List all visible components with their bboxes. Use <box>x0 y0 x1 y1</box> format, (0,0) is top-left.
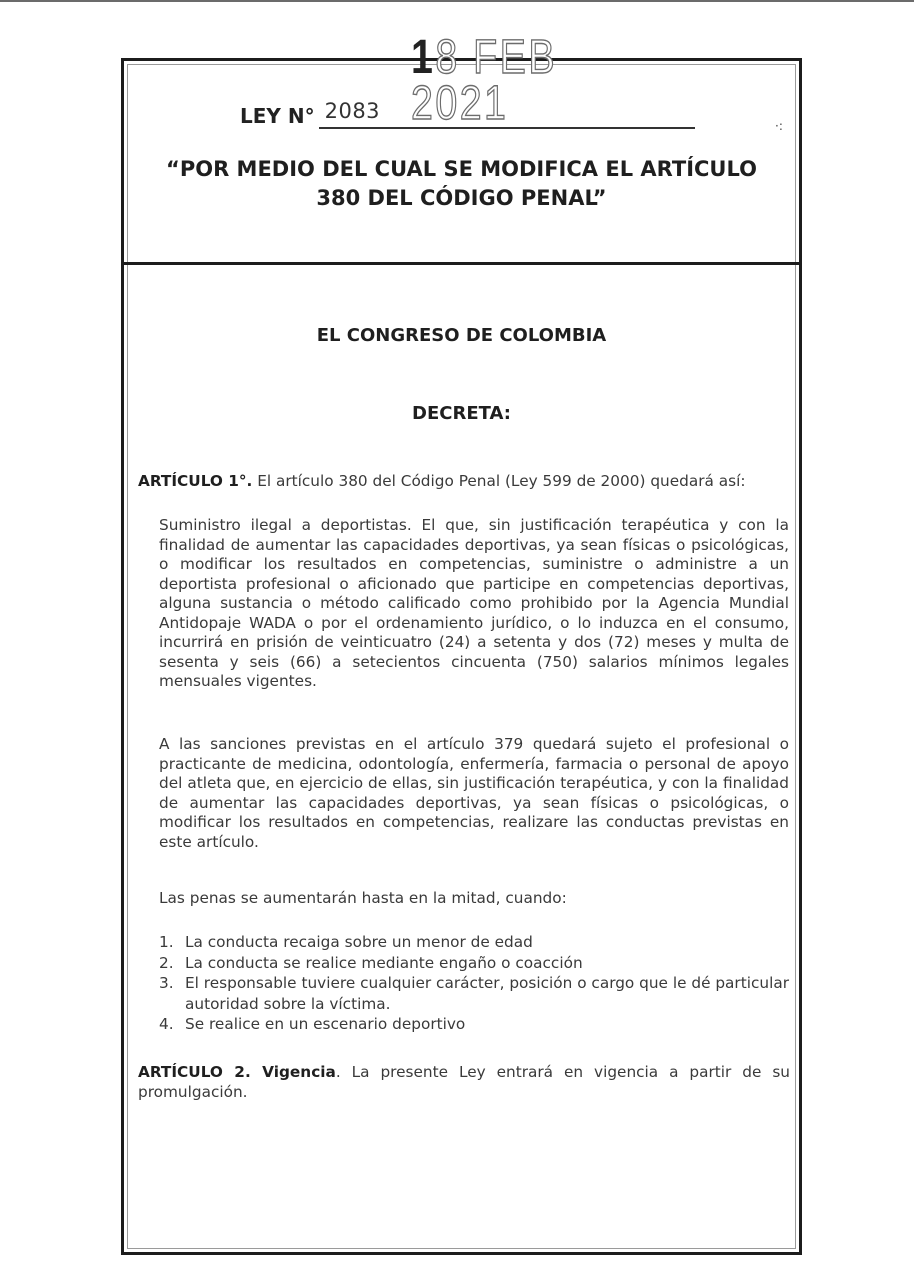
article-1-paragraph-1: Suministro ilegal a deportistas. El que, sin justificación terapéutica y con la finalidad de aumentar las capacidades deportivas, ya sean físicas o psicológicas, o modificar los resultados en competencias, suministre o administre a un deportista profesional o aficionado que participe en competencias deportivas, alguna sustancia o método calificado como prohibido por la Agencia Mundial Antidopaje WADA o por el ordenamiento jurídico, o lo induzca en el consumo, incurrirá en prisión de veinticuatro (24) a setenta y dos (72) meses y multa de sesenta y seis (66) a setecientos cincuenta (750) salarios mínimos legales mensuales vigentes. <box>159 516 789 690</box>
article-1-paragraph-2: A las sanciones previstas en el artículo 379 quedará sujeto el profesional o practicante de medicina, odontología, enfermería, farmacia o personal de apoyo del atleta que, en ejercicio de ellas, sin justificación terapéutica, y con la finalidad de aumentar las capacidades deportivas, ya sean físicas o psicológicas, o modificar los resultados en competencias, realizare las conductas previstas en este artículo. <box>159 735 789 851</box>
list-item-text: La conducta recaiga sobre un menor de edad <box>185 933 533 951</box>
list-item <box>159 953 789 974</box>
scan-mark: ·: <box>775 119 783 133</box>
law-title-line-2: 380 DEL CÓDIGO PENAL” <box>316 186 607 210</box>
list-item-number: 3. <box>159 974 174 992</box>
article-2-text: . La presente Ley entrará en vigencia a partir de su promulgación. <box>138 1063 790 1101</box>
decree-heading: DECRETA: <box>412 403 511 424</box>
list-item-text: Se realice en un escenario deportivo <box>185 1015 466 1033</box>
list-item-text: La conducta se realice mediante engaño o coacción <box>185 953 583 972</box>
law-header <box>124 31 799 264</box>
law-number-field <box>319 31 695 130</box>
header-divider <box>124 262 799 265</box>
date-stamp-rest: 8 FEB 2021 <box>410 31 557 130</box>
article-1-intro-text: El artículo 380 del Código Penal (Ley 599 de 2000) quedará así: <box>252 472 746 490</box>
date-stamp-first-digit: 1 <box>410 31 435 84</box>
article-2-heading: ARTÍCULO 2. Vigencia <box>138 1063 336 1081</box>
list-item-number: 1. <box>159 933 174 951</box>
law-title-line-1: “POR MEDIO DEL CUAL SE MODIFICA EL ARTÍCULO <box>166 157 757 181</box>
article-1-heading: ARTÍCULO 1°. <box>138 472 253 490</box>
issuer-heading: EL CONGRESO DE COLOMBIA <box>316 325 607 346</box>
page-top-edge <box>0 0 914 2</box>
law-number: 2083 <box>324 99 381 123</box>
list-item <box>159 973 789 1014</box>
document-frame <box>121 31 802 1255</box>
article-2 <box>138 1062 790 1102</box>
article-1-intro <box>138 471 790 491</box>
list-item <box>159 1014 789 1035</box>
list-item-number: 2. <box>159 953 174 972</box>
list-item <box>159 932 789 953</box>
law-number-line <box>240 31 695 130</box>
law-title <box>124 155 799 213</box>
list-item-text: El responsable tuviere cualquier carácter, posición o cargo que le dé particular autoridad sobre la víctima. <box>185 974 789 1013</box>
article-1-paragraph-3: Las penas se aumentarán hasta en la mitad, cuando: <box>159 889 567 907</box>
list-item-number: 4. <box>159 1015 174 1033</box>
law-number-label: LEY N° <box>240 104 315 128</box>
aggravating-circumstances-list <box>159 932 789 1035</box>
date-stamp <box>410 31 644 130</box>
